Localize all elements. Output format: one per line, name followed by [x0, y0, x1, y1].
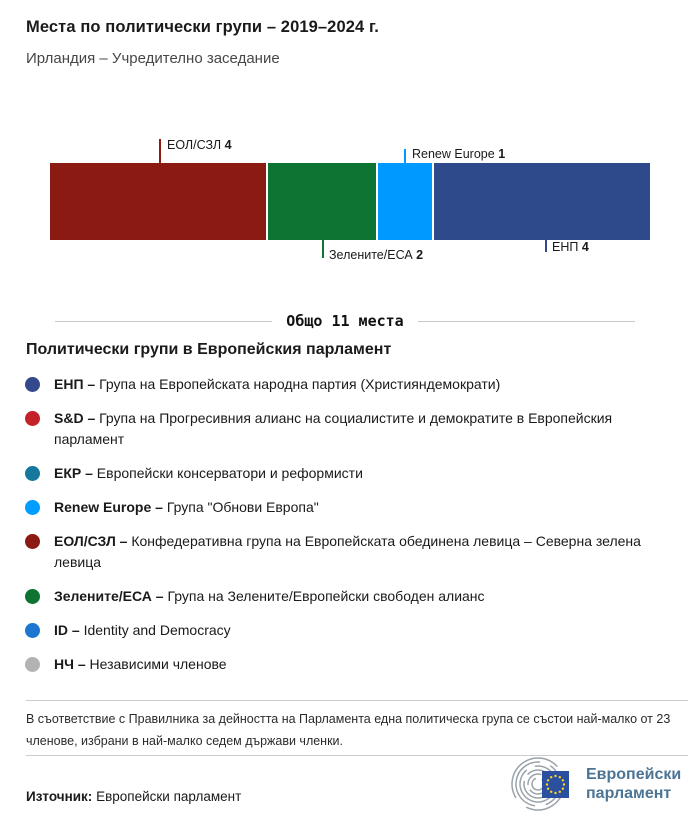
footnote: В съответствие с Правилника за дейността на Парламента една политическа група се състои най-малко от 23 членове, избрани в най-малко седем държави членки.: [26, 712, 671, 748]
legend-desc: Независими членове: [89, 656, 227, 672]
legend-desc: Група на Прогресивния алианс на социалистите и демократите в Европейския парламент: [54, 410, 613, 447]
total-seats-label: Общо 11 места: [286, 312, 404, 330]
callout-tick-greens-efa: [322, 240, 324, 258]
stacked-bar: [50, 163, 650, 240]
legend-desc: Група на Зелените/Европейски свободен алианс: [167, 588, 485, 604]
bar-callout-epp: ЕНП 4: [552, 240, 589, 254]
legend-color-dot: [25, 411, 40, 426]
page-title: Места по политически групи – 2019–2024 г.: [26, 18, 379, 36]
legend-abbr: Renew Europe –: [54, 499, 163, 515]
bar-segment-ЕНП: [434, 163, 650, 240]
legend-item-greens-efa: [25, 586, 665, 607]
legend-desc: Група "Обнови Европа": [166, 499, 319, 515]
legend-item-epp: [25, 374, 665, 395]
legend-color-dot: [25, 466, 40, 481]
legend-item-sd: [25, 408, 665, 450]
legend-desc: Европейски консерватори и реформисти: [96, 465, 363, 481]
legend-abbr: ЕНП –: [54, 376, 96, 392]
bar-segment-Renew Europe: [378, 163, 432, 240]
divider-line: [55, 321, 272, 322]
legend-abbr: S&D –: [54, 410, 96, 426]
legend-desc: Identity and Democracy: [83, 622, 231, 638]
legend-item-ecr: [25, 463, 665, 484]
seats-stacked-bar-chart: [0, 138, 700, 268]
source-label: Източник:: [26, 789, 93, 804]
european-parliament-logo: [508, 757, 681, 811]
legend-color-dot: [25, 534, 40, 549]
divider-line: [26, 700, 688, 701]
total-seats-divider: [55, 312, 635, 330]
legend-color-dot: [25, 500, 40, 515]
legend-item-gue-ngl: [25, 531, 665, 573]
source-line: [26, 789, 241, 804]
legend-desc: Група на Европейската народна партия (Християндемократи): [99, 376, 501, 392]
legend-item-id: [25, 620, 665, 641]
callout-tick-epp: [545, 240, 547, 252]
legend-item-renew: [25, 497, 665, 518]
legend-color-dot: [25, 377, 40, 392]
bar-callout-eol-szl: ЕОЛ/СЗЛ 4: [167, 138, 232, 152]
callout-tick-renew-europe: [404, 149, 406, 163]
page-subtitle: Ирландия – Учредително заседание: [26, 50, 280, 67]
source-value: Европейски парламент: [96, 789, 242, 804]
bar-segment-Зелените/ЕСА: [268, 163, 376, 240]
legend-desc: Конфедеративна група на Европейската обединена левица – Северна зелена левица: [54, 533, 641, 570]
legend: [25, 374, 665, 688]
bar-callout-renew-europe: Renew Europe 1: [412, 147, 506, 161]
legend-abbr: ЕОЛ/СЗЛ –: [54, 533, 128, 549]
logo-wordmark: Европейски парламент: [586, 766, 682, 802]
bar-callout-greens-efa: Зелените/ЕСА 2: [329, 248, 424, 262]
legend-item-ni: [25, 654, 665, 675]
legend-abbr: Зелените/ЕСА –: [54, 588, 164, 604]
divider-line: [26, 755, 688, 756]
divider-line: [418, 321, 635, 322]
legend-heading: Политически групи в Европейския парламент: [26, 341, 392, 358]
legend-abbr: ЕКР –: [54, 465, 93, 481]
legend-color-dot: [25, 623, 40, 638]
legend-color-dot: [25, 589, 40, 604]
bar-segment-ЕОЛ/СЗЛ: [50, 163, 266, 240]
hemicycle-icon: [508, 757, 574, 811]
legend-abbr: ID –: [54, 622, 80, 638]
callout-tick-eol-szl: [159, 139, 161, 163]
eu-flag-icon: [542, 771, 569, 798]
legend-color-dot: [25, 657, 40, 672]
legend-abbr: НЧ –: [54, 656, 86, 672]
